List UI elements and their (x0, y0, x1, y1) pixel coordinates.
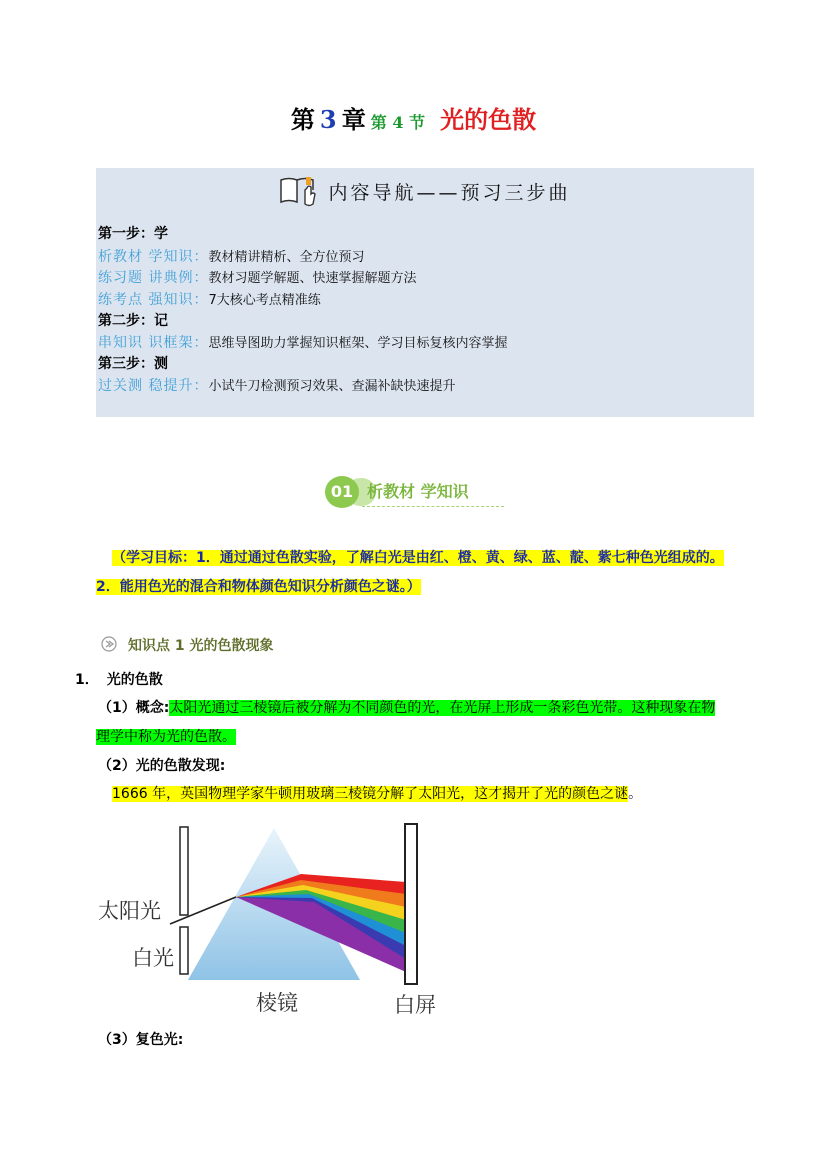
item-1-heading (75, 669, 163, 689)
label-prism: 棱镜 (256, 991, 298, 1015)
item-number: 1． (75, 672, 99, 688)
nav-header (96, 174, 754, 210)
nav-row (98, 332, 507, 352)
section-number: 第 4 节 (370, 113, 426, 132)
learning-goals-line1 (112, 547, 724, 567)
learning-goals-line2 (96, 576, 421, 596)
nav-row-label: 析教材 学知识： (98, 249, 209, 265)
concept-line1 (98, 697, 715, 717)
badge-number: 01 (325, 476, 359, 508)
section-badge (322, 474, 507, 510)
nav-row (98, 289, 321, 309)
concept-text: 太阳光通过三棱镜后被分解为不同颜色的光，在光屏上形成一条彩色光带。这种现象在物 (169, 700, 716, 716)
nav-row-text: 教材精讲精析、全方位预习 (208, 250, 365, 265)
prism-dispersion-figure (96, 822, 442, 1022)
nav-row-label: 过关测 稳提升： (98, 378, 209, 394)
label-sunlight: 太阳光 (98, 899, 161, 923)
nav-row-text: 教材习题学解题、快速掌握解题方法 (208, 271, 417, 286)
nav-row (98, 267, 416, 287)
white-screen (405, 824, 417, 984)
discovery-text: 1666 年，英国物理学家牛顿用玻璃三棱镜分解了太阳光，这才揭开了光的颜色之谜 (112, 786, 629, 802)
badge-text: 析教材 学知识 (367, 482, 469, 501)
discovery-text-line (112, 783, 642, 803)
badge-underline (362, 506, 504, 507)
step-1-heading: 第一步：学 (98, 226, 168, 242)
discovery-period: 。 (628, 786, 643, 802)
label-white-light: 白光 (132, 946, 174, 970)
knowledge-point-heading: 知识点 1 光的色散现象 (128, 638, 274, 654)
chapter-number: 3 (319, 105, 337, 134)
slit-bar-top (180, 827, 188, 915)
nav-title: 内容导航——预习三步曲 (328, 181, 571, 204)
goals-text: （学习目标：1．通过通过色散实验，了解白光是由红、橙、黄、绿、蓝、靛、紫七种色光组成的。 (112, 550, 724, 566)
arrow-circle-icon (101, 636, 117, 652)
slit-bar-bottom (180, 927, 188, 974)
page-title (0, 100, 827, 135)
section-title: 光的色散 (440, 105, 537, 134)
step-3-heading: 第三步：测 (98, 356, 168, 372)
nav-row (98, 375, 455, 395)
nav-row-text: 思维导图助力掌握知识框架、学习目标复核内容掌握 (208, 336, 508, 351)
nav-row-text: 小试牛刀检测预习效果、查漏补缺快速提升 (208, 379, 456, 394)
nav-row-label: 练习题 讲典例： (98, 270, 209, 286)
concept-line2 (96, 726, 236, 746)
chapter-prefix: 第 (290, 105, 315, 134)
discovery-label: （2）光的色散发现: (98, 758, 226, 774)
concept-text: 理学中称为光的色散。 (96, 729, 236, 745)
nav-row (98, 246, 364, 266)
book-pointer-icon (279, 174, 323, 208)
nav-row-text: 7大核心考点精准练 (208, 293, 321, 308)
content-nav-box (96, 168, 754, 417)
composite-light-label: （3）复色光: (98, 1032, 184, 1048)
goals-text: 2．能用色光的混合和物体颜色知识分析颜色之谜。） (96, 579, 421, 595)
nav-row-label: 串知识 识框架： (98, 335, 209, 351)
concept-label: （1）概念: (98, 700, 170, 716)
step-2-heading: 第二步：记 (98, 313, 168, 329)
nav-row-label: 练考点 强知识： (98, 292, 209, 308)
item-title: 光的色散 (106, 672, 163, 688)
label-screen: 白屏 (394, 993, 436, 1017)
chapter-suffix: 章 (341, 105, 366, 134)
